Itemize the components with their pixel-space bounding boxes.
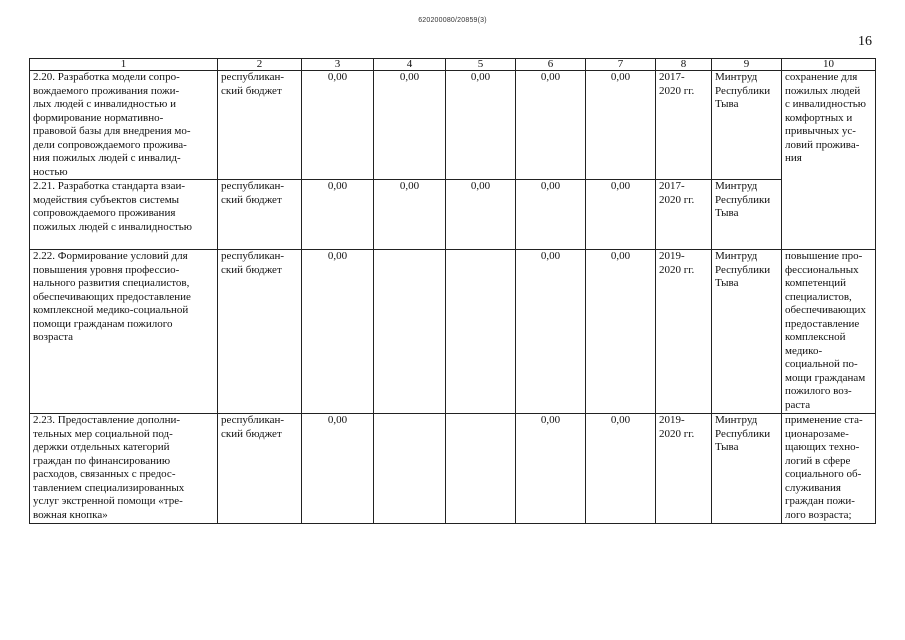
column-number: 6	[516, 59, 586, 71]
amount-cell: 0,00	[399, 180, 420, 192]
amount-cell: 0,00	[610, 414, 631, 426]
amount-cell: 0,00	[540, 250, 561, 262]
document-id: 620200080/20859(3)	[418, 17, 487, 24]
measure-name: 2.20. Разработка модели сопро- вождаемого проживания пожи- лых людей с инвалидностью и формирование нормативно- правовой базы для внедрения мо- дели сопровождаемого прожива- ния пожилых людей с инвалид- ностью	[33, 71, 191, 178]
table-row	[30, 250, 876, 414]
amount-cell: 0,00	[327, 414, 348, 426]
result-cell: сохранение для пожилых людей с инвалидностью комфортных и привычных ус- ловий прожива- ния	[785, 71, 866, 164]
funding-source: республикан- ский бюджет	[221, 71, 285, 97]
amount-cell: 0,00	[540, 180, 561, 192]
amount-cell: 0,00	[327, 71, 348, 83]
amount-cell: 0,00	[470, 180, 491, 192]
executor-cell: Минтруд Республики Тыва	[715, 414, 771, 453]
column-number: 1	[30, 59, 218, 71]
amount-cell: 0,00	[399, 71, 420, 83]
program-table	[29, 58, 876, 524]
amount-cell: 0,00	[610, 250, 631, 262]
period-cell: 2019- 2020 гг.	[659, 250, 695, 276]
period-cell: 2017- 2020 гг.	[659, 71, 695, 97]
measure-name: 2.22. Формирование условий для повышения уровня профессио- нального развития специалистов, обеспечивающих предоставление комплексной медико-социальной помощи гражданам пожилого возраста	[33, 250, 191, 343]
result-cell: повышение про- фессиональных компетенций специалистов, обеспечивающих предоставление комплексной медико- социальной по- мощи гражданам пожилого воз- раста	[785, 250, 866, 411]
executor-cell: Минтруд Республики Тыва	[715, 180, 771, 219]
funding-source: республикан- ский бюджет	[221, 414, 285, 440]
amount-cell: 0,00	[540, 414, 561, 426]
column-number: 10	[782, 59, 876, 71]
executor-cell: Минтруд Республики Тыва	[715, 250, 771, 289]
table-row	[30, 180, 876, 250]
column-number: 9	[712, 59, 782, 71]
amount-cell: 0,00	[327, 250, 348, 262]
amount-cell: 0,00	[610, 71, 631, 83]
table-row	[30, 71, 876, 180]
column-number: 8	[656, 59, 712, 71]
period-cell: 2019- 2020 гг.	[659, 414, 695, 440]
funding-source: республикан- ский бюджет	[221, 180, 285, 206]
column-number: 7	[586, 59, 656, 71]
measure-name: 2.23. Предоставление дополни- тельных мер социальной под- держки отдельных категорий граждан по финансированию расходов, связанных с предос- тавлением специализированных услуг экстренной помощи «тре- вожная кнопка»	[33, 414, 185, 521]
period-cell: 2017- 2020 гг.	[659, 180, 695, 206]
column-number: 3	[302, 59, 374, 71]
amount-cell: 0,00	[610, 180, 631, 192]
table-row	[30, 414, 876, 524]
amount-cell: 0,00	[540, 71, 561, 83]
amount-cell: 0,00	[470, 71, 491, 83]
page-number: 16	[858, 34, 872, 49]
result-cell: применение ста- ционарозаме- щающих техно- логий в сфере социального об- служивания граждан пожи- лого возраста;	[785, 414, 863, 521]
measure-name: 2.21. Разработка стандарта взаи- модействия субъектов системы сопровождаемого проживания пожилых людей с инвалидностью	[33, 180, 192, 233]
amount-cell: 0,00	[327, 180, 348, 192]
column-number: 4	[374, 59, 446, 71]
funding-source: республикан- ский бюджет	[221, 250, 285, 276]
column-number-row	[30, 59, 876, 71]
executor-cell: Минтруд Республики Тыва	[715, 71, 771, 110]
column-number: 2	[218, 59, 302, 71]
column-number: 5	[446, 59, 516, 71]
